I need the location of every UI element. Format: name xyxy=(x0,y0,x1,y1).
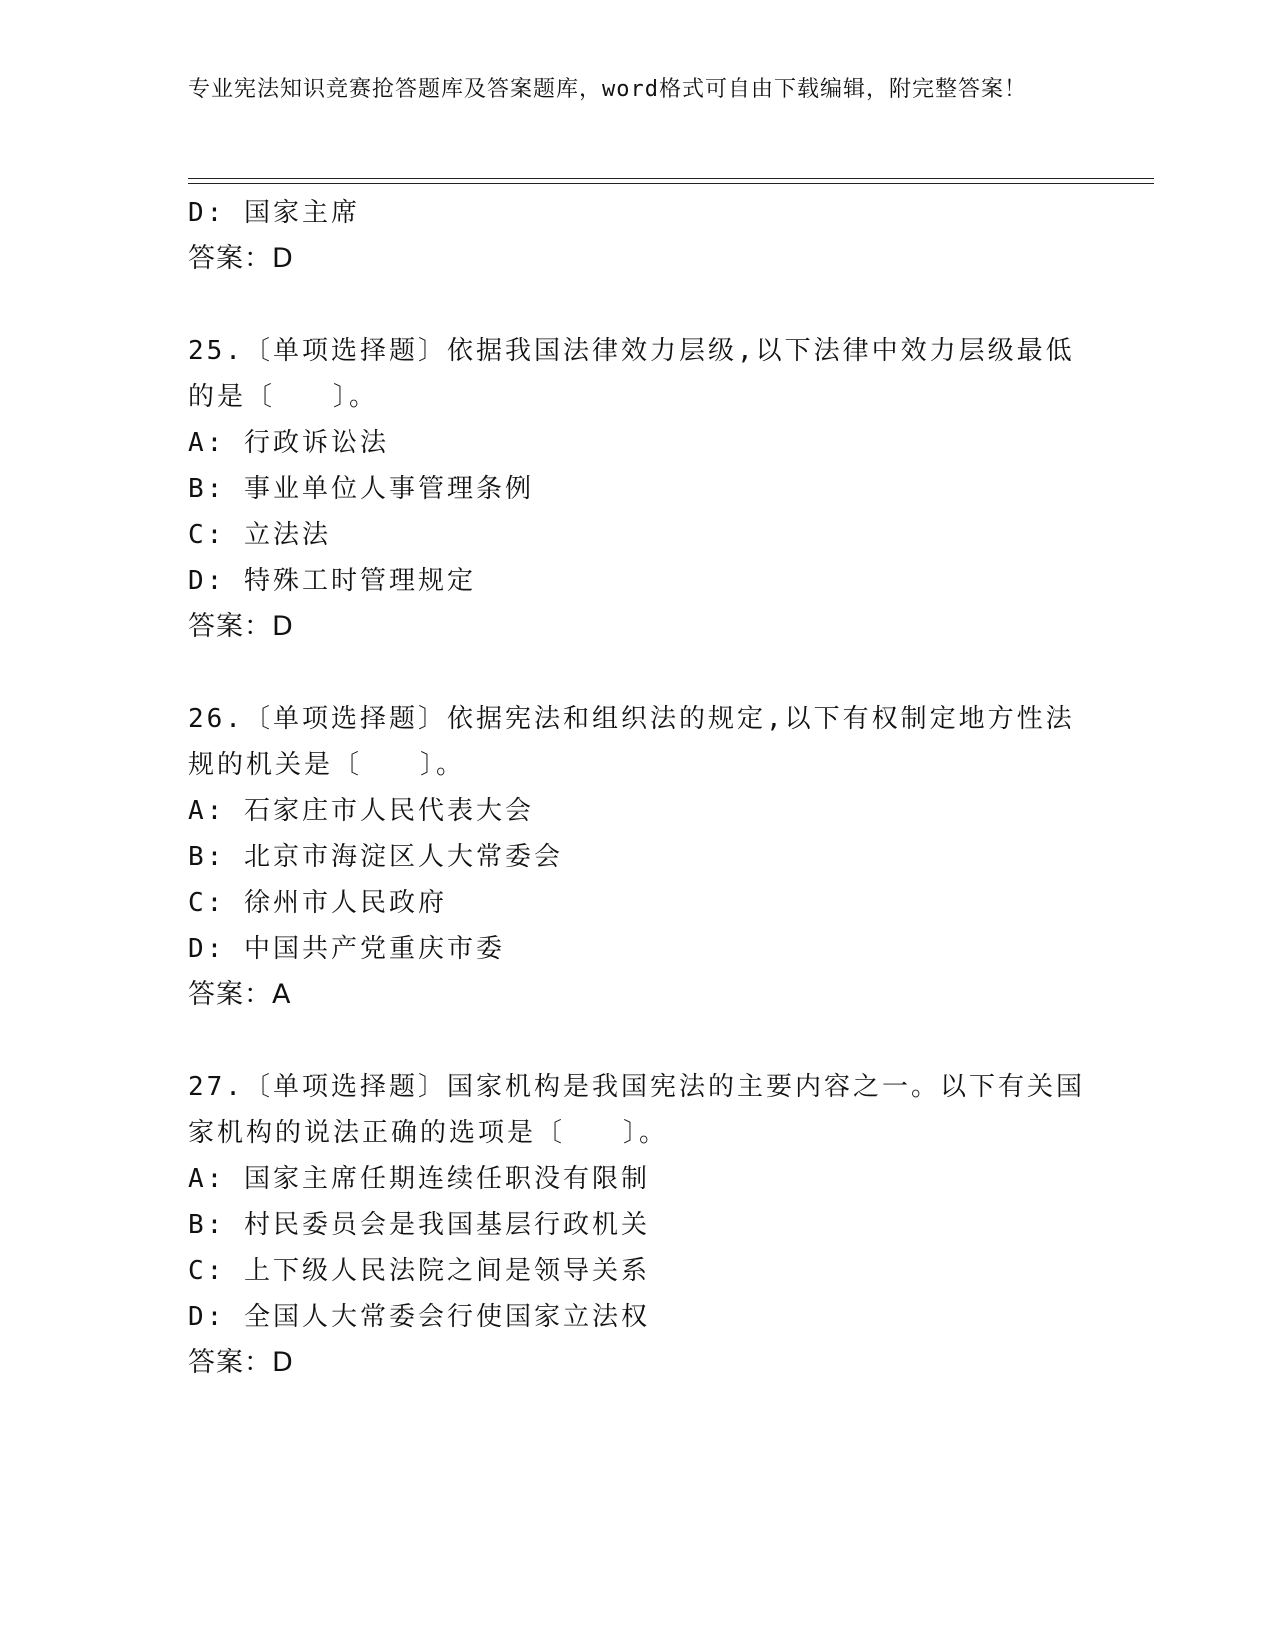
option-c: C: 立法法 xyxy=(188,520,331,550)
option-d: D: 中国共产党重庆市委 xyxy=(188,934,505,964)
question-text: 27.〔单项选择题〕国家机构是我国宪法的主要内容之一。以下有关国 xyxy=(188,1072,1085,1102)
option-a: A: 国家主席任期连续任职没有限制 xyxy=(188,1164,650,1194)
option-b: B: 事业单位人事管理条例 xyxy=(188,474,534,504)
option-b: B: 村民委员会是我国基层行政机关 xyxy=(188,1210,650,1240)
question-27 xyxy=(188,1064,1088,1386)
answer-line: 答案：D xyxy=(188,1347,294,1378)
option-a: A: 行政诉讼法 xyxy=(188,428,389,458)
header-divider-bottom xyxy=(188,183,1154,184)
option-d: D: 特殊工时管理规定 xyxy=(188,566,476,596)
answer-line: 答案：D xyxy=(188,243,294,274)
spacer xyxy=(188,1018,1088,1064)
question-content xyxy=(188,190,1088,1386)
question-26 xyxy=(188,696,1088,1018)
option-c: C: 上下级人民法院之间是领导关系 xyxy=(188,1256,650,1286)
spacer xyxy=(188,650,1088,696)
question-text-continued: 的是〔 〕。 xyxy=(188,382,379,412)
question-text: 26.〔单项选择题〕依据宪法和组织法的规定,以下有权制定地方性法 xyxy=(188,704,1075,734)
question-text: 25.〔单项选择题〕依据我国法律效力层级,以下法律中效力层级最低 xyxy=(188,336,1075,366)
answer-line: 答案：A xyxy=(188,979,292,1010)
question-25 xyxy=(188,328,1088,650)
page-header: 专业宪法知识竞赛抢答题库及答案题库，word格式可自由下载编辑，附完整答案！ xyxy=(188,77,1027,102)
question-text-continued: 家机构的说法正确的选项是〔 〕。 xyxy=(188,1118,669,1148)
spacer xyxy=(188,282,1088,328)
question-text-continued: 规的机关是〔 〕。 xyxy=(188,750,466,780)
option-c: C: 徐州市人民政府 xyxy=(188,888,447,918)
answer-line: 答案：D xyxy=(188,611,294,642)
option-a: A: 石家庄市人民代表大会 xyxy=(188,796,534,826)
option-d: D: 国家主席 xyxy=(188,198,360,228)
option-b: B: 北京市海淀区人大常委会 xyxy=(188,842,563,872)
previous-question-tail xyxy=(188,190,1088,282)
option-d: D: 全国人大常委会行使国家立法权 xyxy=(188,1302,650,1332)
header-divider-top xyxy=(188,178,1154,179)
